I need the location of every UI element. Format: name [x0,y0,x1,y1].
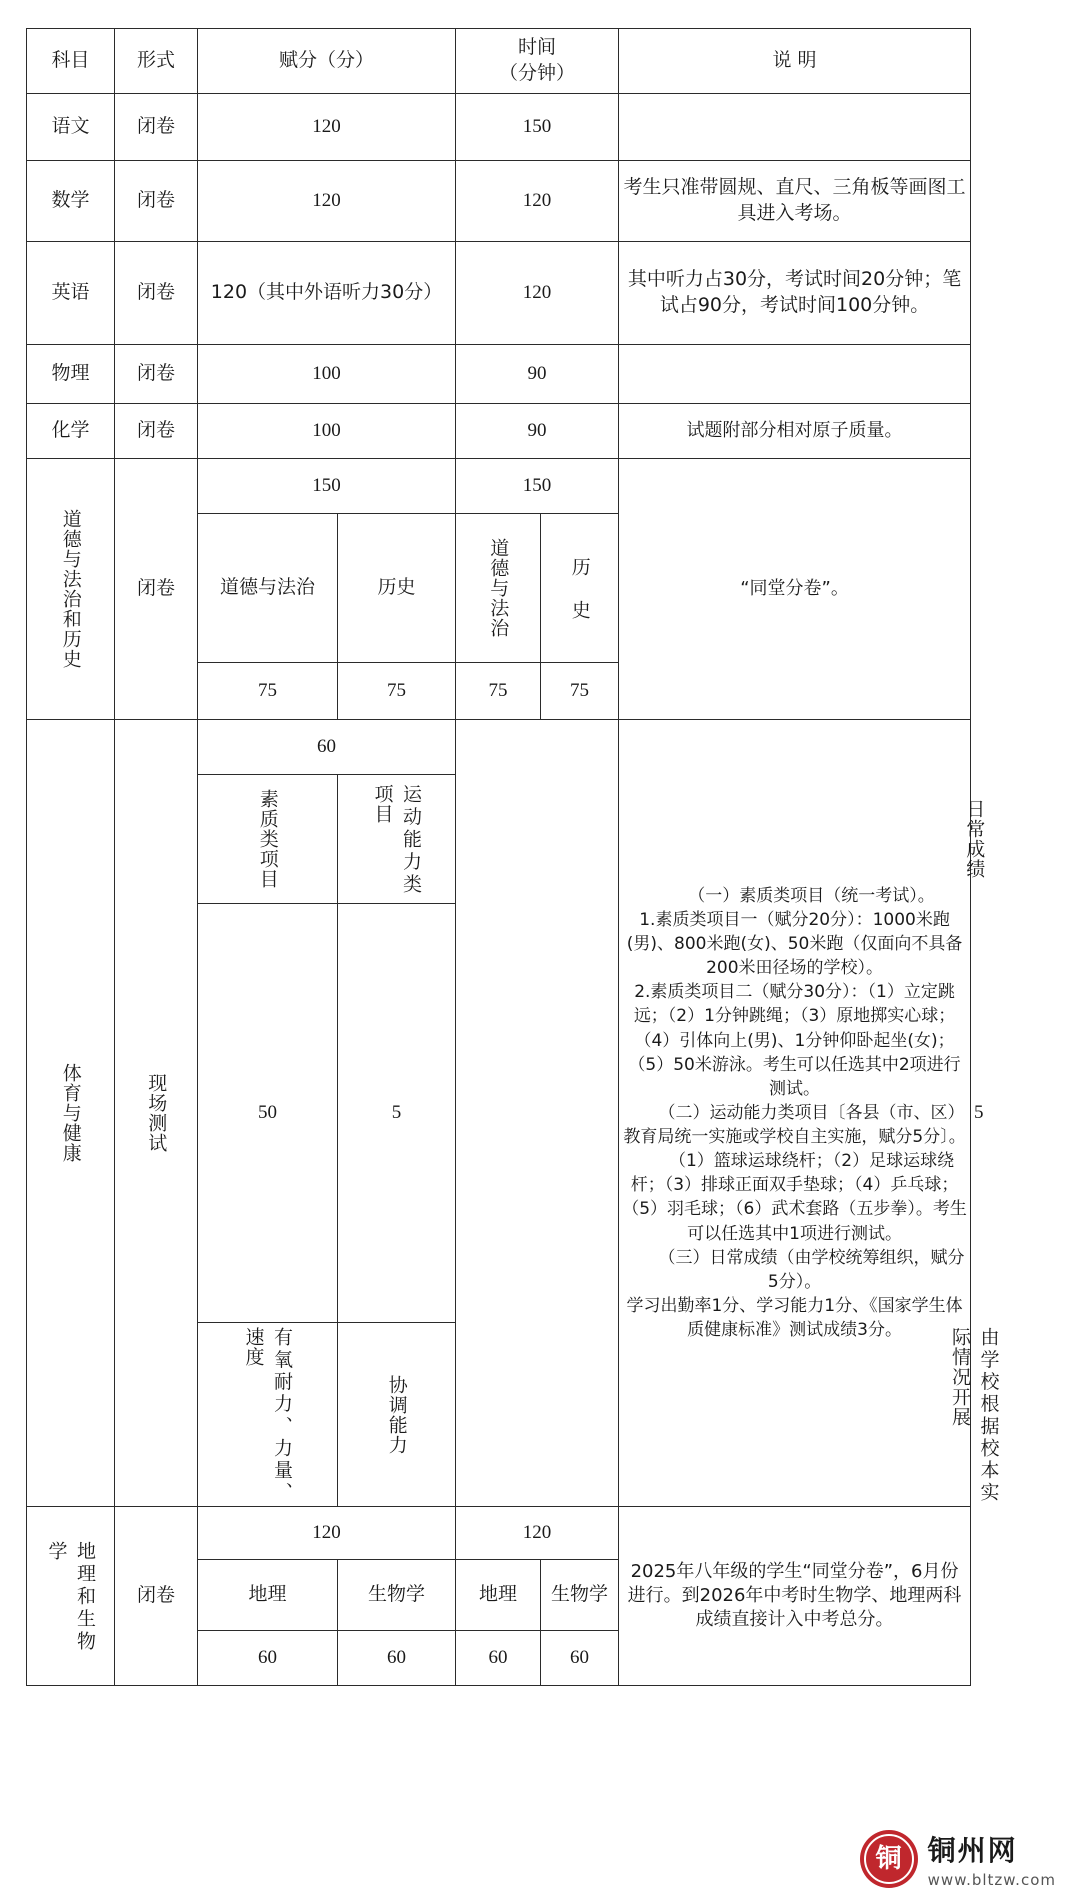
geo-bio-total-row [27,1507,971,1560]
row-time: 120 [456,161,619,242]
row-note: 考生只准带圆规、直尺、三角板等画图工具进入考场。 [619,161,971,242]
row-subject [27,720,115,1507]
pe-sub-desc-ability: 协调能力 [338,1323,456,1507]
pe-sub-value-quality: 50 [198,904,338,1323]
logo-ring-icon [864,1834,914,1884]
time-sub-label-biology: 生物学 [541,1560,619,1631]
row-note: 其中听力占30分，考试时间20分钟；笔试占90分，考试时间100分钟。 [619,242,971,345]
row-subject [27,459,115,720]
row-score: 120 [198,161,456,242]
pe-note-p3: 2.素质类项目二（赋分30分）：（1）立定跳远；（2）1分钟跳绳；（3）原地掷实心球；（4）引体向上(男)、1分钟仰卧起坐(女)；（5）50米游泳。考生可以任选其中2项进行测试。 [628,982,961,1099]
row-format: 闭卷 [115,345,198,404]
site-logo-icon [860,1830,918,1888]
row-time: 120 [456,242,619,345]
score-sub-value-geography: 60 [198,1631,338,1686]
header-format: 形式 [115,29,198,94]
row-format: 闭卷 [115,94,198,161]
row-subject: 语文 [27,94,115,161]
time-sub-value-geography: 60 [456,1631,541,1686]
score-sub-label-biology: 生物学 [338,1560,456,1631]
pe-total-row [27,720,971,775]
time-sub-label-moral: 道德与法治 [456,514,541,663]
score-sub-value-biology: 60 [338,1631,456,1686]
pe-subvalue-row: 50 5 5 [27,904,971,1323]
row-format: 闭卷 [115,1507,198,1686]
score-total: 150 [198,459,456,514]
table-row [27,94,971,161]
pe-sub-desc-quality: 有氧耐力、力量、速度 [198,1323,338,1507]
time-total: 150 [456,459,619,514]
row-score: 100 [198,345,456,404]
pe-note-p6: （三）日常成绩（由学校统筹组织，赋分5分）。 [658,1247,965,1292]
row-format: 闭卷 [115,242,198,345]
time-sub-value-history: 75 [541,663,619,720]
header-time [456,29,619,94]
pe-sublabel-row: 素质类项目 运动能力类项目 日常成绩 [27,775,971,904]
row-subject [27,1507,115,1686]
row-note [619,94,971,161]
time-sub-value-moral: 75 [456,663,541,720]
score-total: 120 [198,1507,456,1560]
row-subject: 英语 [27,242,115,345]
pe-sub-value-ability: 5 [338,904,456,1323]
row-time: 90 [456,345,619,404]
header-score: 赋分（分） [198,29,456,94]
row-note [619,720,971,1507]
pe-subdesc-row: 有氧耐力、力量、速度 协调能力 由学校根据校本实际情况开展 [27,1323,971,1507]
watermark-text [928,1829,1056,1889]
row-subject: 物理 [27,345,115,404]
pe-note-p1: （一）素质类项目（统一考试）。 [688,885,935,906]
score-sub-label-history: 历史 [338,514,456,663]
row-time: 90 [456,404,619,459]
row-format: 闭卷 [115,459,198,720]
pe-note-p2: 1.素质类项目一（赋分20分）：1000米跑(男)、800米跑(女)、50米跑（仅面向不具备200米田径场的学校）。 [626,909,963,979]
row-subject: 数学 [27,161,115,242]
row-score: 120 [198,94,456,161]
table-header-row [27,29,971,94]
row-note: 试题附部分相对原子质量。 [619,404,971,459]
logo-glyph: 铜 [875,1844,902,1874]
site-url: www.bltzw.com [927,1871,1056,1889]
score-sub-label-moral: 道德与法治 [198,514,338,663]
header-subject: 科目 [27,29,115,94]
pe-time-empty [456,720,619,1507]
subject-label-vertical: 体育与健康 [59,1063,82,1163]
pe-note-p7: 学习出勤率1分、学习能力1分、《国家学生体质健康标准》测试成绩3分。 [626,1295,963,1341]
site-watermark [860,1829,1056,1889]
time-total: 120 [456,1507,619,1560]
table-row [27,345,971,404]
score-total: 60 [198,720,456,775]
row-note: 2025年八年级的学生“同堂分卷”，6月份进行。到2026年中考时生物学、地理两科成绩直接计入中考总分。 [619,1507,971,1686]
row-note [619,345,971,404]
row-format: 现场测试 [115,720,198,1507]
row-format: 闭卷 [115,404,198,459]
pe-note-p5: （1）篮球运球绕杆；（2）足球运球绕杆；（3）排球正面双手垫球；（4）乒乓球；（5）羽毛球；（6）武术套路（五步拳）。考生可以任选其中1项进行测试。 [622,1151,967,1244]
row-time: 150 [456,94,619,161]
row-score: 100 [198,404,456,459]
row-subject: 化学 [27,404,115,459]
pe-note-p4: （二）运动能力类项目〔各县（市、区）教育局统一实施或学校自主实施，赋分5分〕。 [623,1102,966,1148]
politics-history-total-row [27,459,971,514]
site-name: 铜州网 [927,1834,1018,1867]
subject-label-vertical: 道德与法治和历史 [59,509,82,669]
header-time-line1: 时间 [518,36,557,59]
exam-subjects-table [26,28,1000,1686]
score-sub-value-moral: 75 [198,663,338,720]
row-note: “同堂分卷”。 [619,459,971,720]
time-sub-label-history: 历 史 [541,514,619,663]
table-row [27,161,971,242]
row-format: 闭卷 [115,161,198,242]
row-score: 120（其中外语听力30分） [198,242,456,345]
header-note: 说 明 [619,29,971,94]
time-sub-value-biology: 60 [541,1631,619,1686]
table-row [27,404,971,459]
time-sub-label-geography: 地理 [456,1560,541,1631]
pe-sub-label-quality: 素质类项目 [198,775,338,904]
table-row [27,242,971,345]
score-sub-value-history: 75 [338,663,456,720]
pe-sub-label-ability: 运动能力类项目 [338,775,456,904]
score-sub-label-geography: 地理 [198,1560,338,1631]
subject-label-vertical: 地理和生物学 [45,1541,96,1651]
header-time-line2: （分钟） [499,62,576,84]
